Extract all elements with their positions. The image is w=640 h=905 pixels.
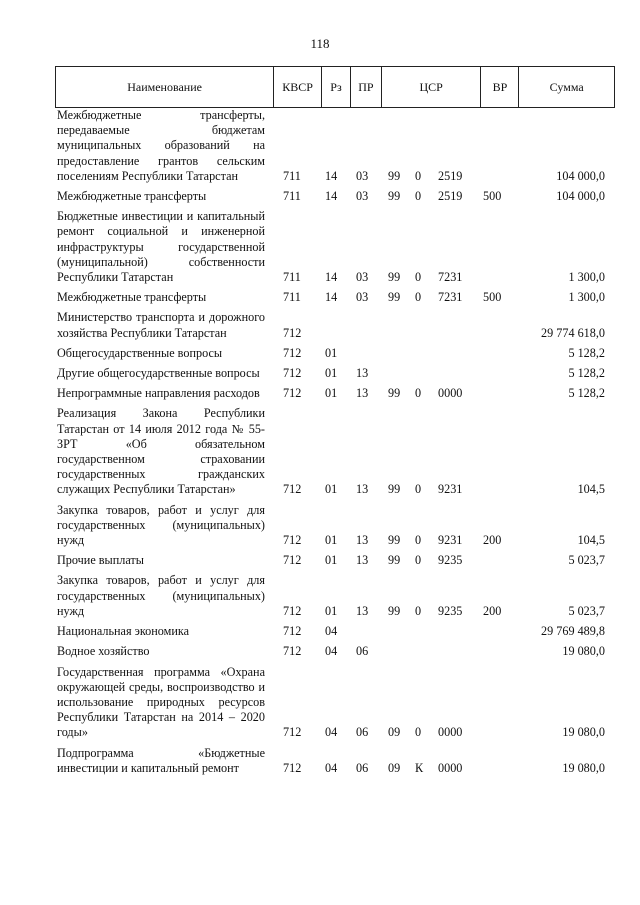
cell-csr-program: 99 — [388, 533, 401, 548]
cell-name: Закупка товаров, работ и услуг для государственных (муниципальных) нужд — [57, 573, 265, 618]
cell-rz: 01 — [325, 345, 338, 360]
cell-csr-direction: 7231 — [438, 290, 463, 305]
cell-rz: 14 — [325, 270, 338, 285]
cell-kvsr: 712 — [283, 366, 302, 381]
cell-pr: 13 — [356, 482, 369, 497]
table-row — [55, 573, 615, 619]
cell-csr-program: 99 — [388, 270, 401, 285]
table-row — [55, 644, 615, 659]
cell-rz: 01 — [325, 366, 338, 381]
cell-sum: 19 080,0 — [562, 644, 605, 659]
cell-kvsr: 712 — [283, 760, 302, 775]
cell-sum: 1 300,0 — [568, 290, 605, 305]
table-row — [55, 503, 615, 549]
table-row — [55, 310, 615, 340]
cell-csr-direction: 9235 — [438, 603, 463, 618]
cell-vr: 200 — [483, 603, 502, 618]
cell-kvsr: 712 — [283, 386, 302, 401]
cell-kvsr: 712 — [283, 533, 302, 548]
header-rz: Рз — [321, 67, 350, 107]
cell-name: Межбюджетные трансферты — [57, 189, 207, 204]
cell-csr-subprogram: 0 — [415, 725, 422, 740]
cell-sum: 1 300,0 — [568, 270, 605, 285]
cell-csr-program: 99 — [388, 386, 401, 401]
cell-sum: 5 023,7 — [568, 603, 605, 618]
cell-rz: 04 — [325, 624, 338, 639]
cell-name: Непрограммные направления расходов — [57, 386, 260, 401]
cell-sum: 5 128,2 — [568, 345, 605, 360]
cell-csr-direction: 0000 — [438, 386, 463, 401]
cell-csr-program: 99 — [388, 482, 401, 497]
cell-csr-subprogram: 0 — [415, 533, 422, 548]
cell-csr-program: 09 — [388, 725, 401, 740]
cell-rz: 01 — [325, 482, 338, 497]
cell-pr: 13 — [356, 386, 369, 401]
cell-csr-subprogram: 0 — [415, 168, 422, 183]
page-number: 118 — [310, 36, 330, 51]
cell-csr-direction: 9231 — [438, 482, 463, 497]
cell-csr-subprogram: 0 — [415, 482, 422, 497]
cell-csr-subprogram: 0 — [415, 290, 422, 305]
cell-rz: 14 — [325, 290, 338, 305]
cell-csr-program: 99 — [388, 189, 401, 204]
cell-name: Реализация Закона Республики Татарстан от 14 июля 2012 года № 55-ЗРТ «Об обязательном государственном страховании государственных гражданских служащих Республики Татарстан» — [57, 406, 265, 497]
cell-csr-subprogram: 0 — [415, 386, 422, 401]
cell-kvsr: 712 — [283, 325, 302, 340]
table-header — [55, 66, 615, 108]
cell-csr-subprogram: 0 — [415, 270, 422, 285]
table-row — [55, 386, 615, 401]
cell-kvsr: 712 — [283, 345, 302, 360]
cell-csr-direction: 9235 — [438, 553, 463, 568]
header-csr: ЦСР — [381, 67, 481, 107]
cell-csr-program: 99 — [388, 168, 401, 183]
header-sum: Сумма — [518, 67, 614, 107]
cell-sum: 104 000,0 — [556, 168, 605, 183]
header-name: Наименование — [127, 79, 202, 94]
cell-kvsr: 712 — [283, 644, 302, 659]
cell-pr: 03 — [356, 189, 369, 204]
table-row — [55, 553, 615, 568]
table-row — [55, 346, 615, 361]
cell-pr: 13 — [356, 553, 369, 568]
table-row — [55, 665, 615, 741]
cell-name: Водное хозяйство — [57, 644, 150, 659]
cell-sum: 104 000,0 — [556, 189, 605, 204]
cell-name: Общегосударственные вопросы — [57, 345, 223, 360]
table-row — [55, 366, 615, 381]
cell-sum: 5 023,7 — [568, 553, 605, 568]
cell-rz: 04 — [325, 760, 338, 775]
cell-name: Прочие выплаты — [57, 553, 144, 568]
cell-rz: 14 — [325, 168, 338, 183]
cell-rz: 04 — [325, 725, 338, 740]
cell-kvsr: 712 — [283, 603, 302, 618]
cell-name: Межбюджетные трансферты, передаваемые бюджетам муниципальных образований на предоставление грантов сельским поселениям Республики Татарстан — [57, 108, 265, 183]
cell-sum: 104,5 — [577, 482, 605, 497]
cell-csr-subprogram: 0 — [415, 603, 422, 618]
cell-pr: 03 — [356, 168, 369, 183]
cell-rz: 01 — [325, 386, 338, 401]
cell-name: Государственная программа «Охрана окружающей среды, воспроизводство и использование природных ресурсов Республики Татарстан на 2014 – 2020 годы» — [57, 664, 265, 740]
cell-pr: 13 — [356, 603, 369, 618]
cell-pr: 13 — [356, 366, 369, 381]
cell-sum: 5 128,2 — [568, 366, 605, 381]
cell-rz: 14 — [325, 189, 338, 204]
cell-rz: 01 — [325, 553, 338, 568]
cell-csr-subprogram: 0 — [415, 553, 422, 568]
table-row — [55, 189, 615, 204]
cell-name: Закупка товаров, работ и услуг для государственных (муниципальных) нужд — [57, 502, 265, 548]
cell-sum: 5 128,2 — [568, 386, 605, 401]
table-body — [55, 108, 615, 781]
table-row — [55, 624, 615, 639]
cell-csr-direction: 9231 — [438, 533, 463, 548]
cell-csr-direction: 7231 — [438, 270, 463, 285]
cell-csr-direction: 2519 — [438, 189, 463, 204]
cell-vr: 500 — [483, 290, 502, 305]
cell-kvsr: 712 — [283, 482, 302, 497]
cell-csr-program: 09 — [388, 760, 401, 775]
table-row — [55, 290, 615, 305]
cell-rz: 01 — [325, 533, 338, 548]
table-row — [55, 108, 615, 184]
cell-kvsr: 712 — [283, 725, 302, 740]
cell-pr: 06 — [356, 644, 369, 659]
cell-sum: 19 080,0 — [562, 760, 605, 775]
cell-pr: 03 — [356, 290, 369, 305]
cell-pr: 06 — [356, 760, 369, 775]
cell-name: Национальная экономика — [57, 624, 190, 639]
cell-rz: 04 — [325, 644, 338, 659]
table-row — [55, 746, 615, 776]
cell-pr: 03 — [356, 270, 369, 285]
cell-csr-program: 99 — [388, 290, 401, 305]
cell-kvsr: 711 — [283, 290, 301, 305]
cell-name: Бюджетные инвестиции и капитальный ремонт социальной и инженерной инфраструктуры государственной (муниципальной) собственности Республики Татарстан — [57, 209, 265, 285]
cell-sum: 29 769 489,8 — [541, 624, 605, 639]
cell-kvsr: 711 — [283, 270, 301, 285]
cell-csr-program: 99 — [388, 553, 401, 568]
cell-csr-subprogram: 0 — [415, 189, 422, 204]
cell-rz: 01 — [325, 603, 338, 618]
cell-pr: 13 — [356, 533, 369, 548]
cell-kvsr: 711 — [283, 168, 301, 183]
cell-csr-direction: 0000 — [438, 760, 463, 775]
cell-sum: 29 774 618,0 — [541, 325, 605, 340]
cell-sum: 19 080,0 — [562, 725, 605, 740]
cell-csr-subprogram: К — [415, 760, 424, 775]
header-pr: ПР — [350, 67, 381, 107]
cell-kvsr: 712 — [283, 553, 302, 568]
cell-kvsr: 712 — [283, 624, 302, 639]
header-vr: ВР — [480, 67, 518, 107]
header-kvsr: КВСР — [273, 67, 321, 107]
cell-pr: 06 — [356, 725, 369, 740]
table-row — [55, 406, 615, 497]
cell-vr: 500 — [483, 189, 502, 204]
cell-vr: 200 — [483, 533, 502, 548]
cell-sum: 104,5 — [577, 533, 605, 548]
cell-csr-program: 99 — [388, 603, 401, 618]
cell-name: Другие общегосударственные вопросы — [57, 366, 260, 381]
cell-csr-direction: 0000 — [438, 725, 463, 740]
cell-kvsr: 711 — [283, 189, 301, 204]
cell-name: Подпрограмма «Бюджетные инвестиции и капитальный ремонт — [57, 745, 265, 775]
cell-csr-direction: 2519 — [438, 168, 463, 183]
cell-name: Министерство транспорта и дорожного хозяйства Республики Татарстан — [57, 310, 265, 340]
table-row — [55, 209, 615, 285]
cell-name: Межбюджетные трансферты — [57, 290, 207, 305]
